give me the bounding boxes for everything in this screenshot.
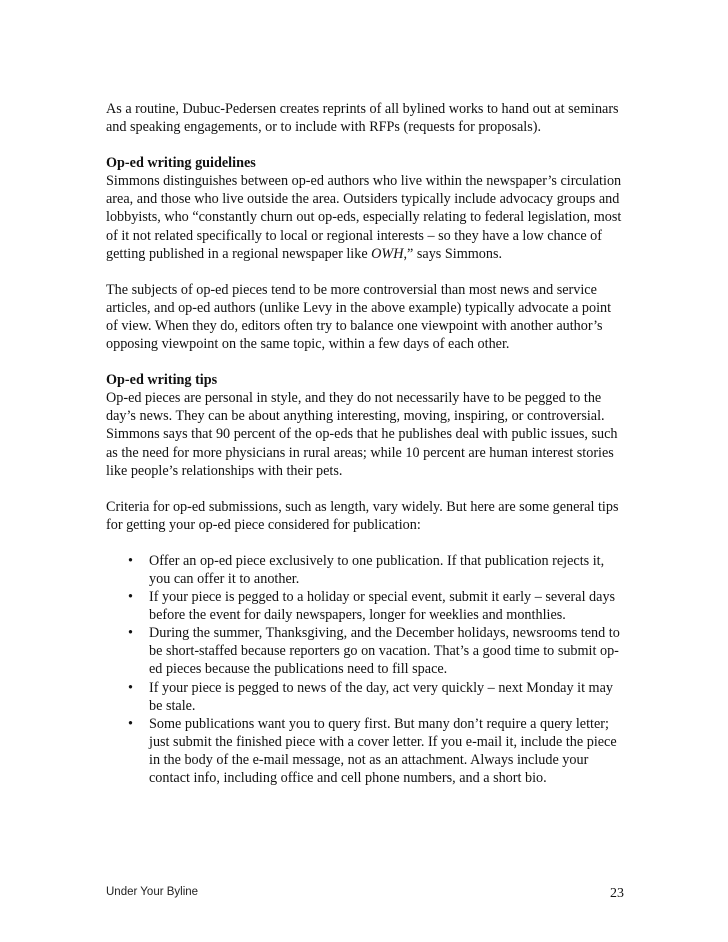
bullet-icon: • <box>128 589 133 606</box>
tips-section <box>106 371 626 480</box>
footer-title: Under Your Byline <box>106 886 199 898</box>
tips-list <box>106 552 626 787</box>
guidelines-text-part-1: Simmons distinguishes between op-ed authors who live within the newspaper’s circulation area, and those who live outside the area. Outsiders typically include advocacy groups and lobbyists, who “constantly churn out op-eds, especially relating to federal legislation, most of it not related specifically to local or regional interests – so they have a low chance of getting published in a regional newspaper like <box>106 173 622 262</box>
list-item-text: Some publications want you to query first. But many don’t require a query letter; just submit the finished piece with a cover letter. If you e-mail it, include the piece in the body of the e-mail message, not as an attachment. Always include your contact info, including office and cell phone numbers, and a short bio. <box>149 715 617 786</box>
list-item <box>106 715 626 787</box>
guidelines-text-part-2: ,” says Simmons. <box>403 245 503 262</box>
guidelines-heading: Op-ed writing guidelines <box>106 155 256 172</box>
page-content <box>106 100 626 787</box>
tips-paragraph-2: Criteria for op-ed submissions, such as length, vary widely. But here are some general tips for getting your op-ed piece considered for publication: <box>106 498 619 533</box>
list-item-text: If your piece is pegged to news of the day, act very quickly – next Monday it may be stale. <box>149 679 613 714</box>
guidelines-section <box>106 154 626 263</box>
bullet-icon: • <box>128 625 133 642</box>
bullet-icon: • <box>128 552 133 569</box>
guidelines-paragraph-2: The subjects of op-ed pieces tend to be more controversial than most news and service articles, and op-ed authors (unlike Levy in the above example) typically advocate a point of view. When they do, editors often try to balance one viewpoint with another author’s opposing viewpoint on the same topic, within a few days of each other. <box>106 281 612 353</box>
guidelines-newspaper-name: OWH <box>371 245 404 262</box>
tips-paragraph-1: Op-ed pieces are personal in style, and they do not necessarily have to be pegged to the day’s news. They can be about anything interesting, moving, inspiring, or controversial. Simmons says that 90 percent of the op-eds that he publishes deal with public issues, such as the need for more physicians in rural areas; while 10 percent are human interest stories like people’s relationships with their pets. <box>106 390 618 479</box>
list-item-text: During the summer, Thanksgiving, and the December holidays, newsrooms tend to be short-staffed because reporters go on vacation. That’s a good time to submit op-ed pieces because the publications need to fill space. <box>149 625 620 678</box>
intro-paragraph: As a routine, Dubuc-Pedersen creates reprints of all bylined works to hand out at seminars and speaking engagements, or to include with RFPs (requests for proposals). <box>106 101 619 136</box>
bullet-icon: • <box>128 679 133 696</box>
bullet-icon: • <box>128 715 133 732</box>
tips-heading: Op-ed writing tips <box>106 372 218 389</box>
list-item <box>106 588 626 624</box>
list-item <box>106 552 626 588</box>
list-item-text: If your piece is pegged to a holiday or special event, submit it early – several days before the event for daily newspapers, longer for weeklies and monthlies. <box>149 589 616 624</box>
list-item <box>106 624 626 678</box>
guidelines-paragraph-1 <box>106 172 626 262</box>
page-number: 23 <box>610 886 624 901</box>
list-item <box>106 679 626 715</box>
list-item-text: Offer an op-ed piece exclusively to one publication. If that publication rejects it, you can offer it to another. <box>149 552 605 587</box>
